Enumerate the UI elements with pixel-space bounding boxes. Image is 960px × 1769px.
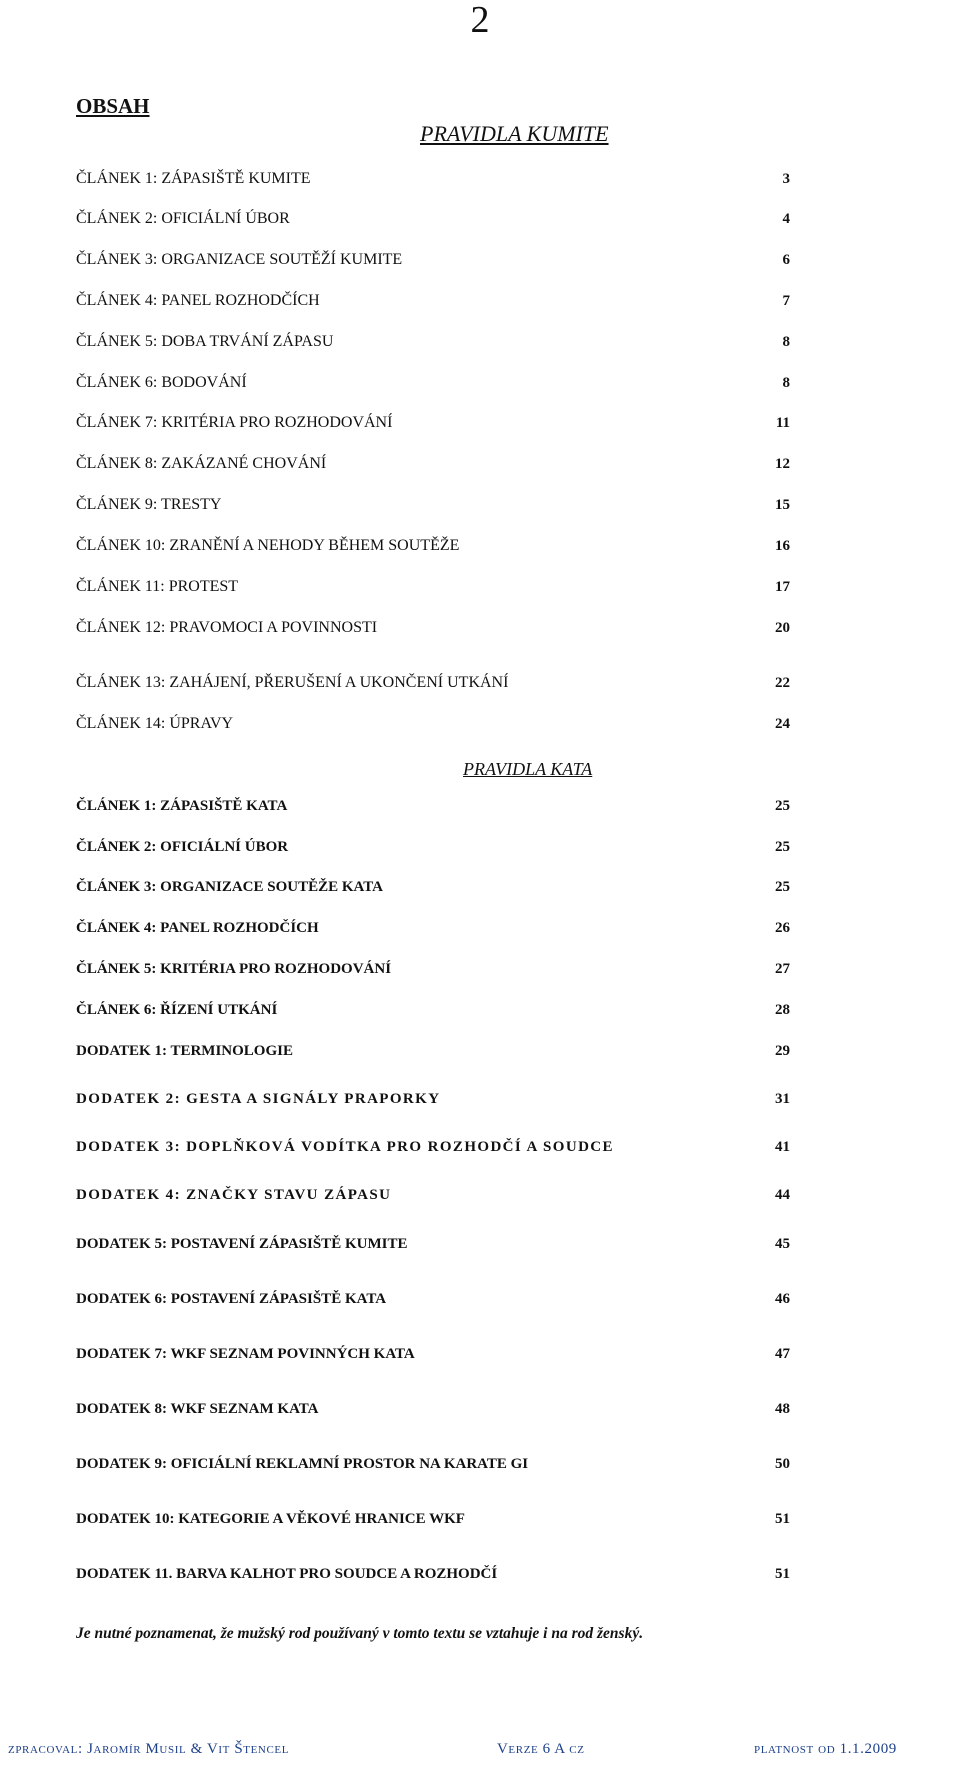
toc-entry[interactable] [76, 959, 790, 979]
toc-entry[interactable] [76, 577, 790, 597]
toc-entry-page: 44 [775, 1187, 790, 1203]
toc-entry-page: 15 [775, 497, 790, 513]
toc-entry[interactable] [76, 1509, 790, 1529]
toc-entry-label: ČLÁNEK 3: ORGANIZACE SOUTĚŽÍ KUMITE [76, 251, 403, 268]
toc-entry-page: 25 [775, 879, 790, 895]
toc-entry-page: 50 [775, 1456, 790, 1472]
toc-entry[interactable] [76, 373, 790, 393]
toc-entry-label: ČLÁNEK 10: ZRANĚNÍ A NEHODY BĚHEM SOUTĚŽE [76, 537, 460, 554]
toc-entry[interactable] [76, 454, 790, 474]
footer [0, 1741, 960, 1761]
toc-entry[interactable] [76, 1454, 790, 1474]
toc-entry-page: 27 [775, 961, 790, 977]
toc-entry-label: DODATEK 8: WKF SEZNAM KATA [76, 1401, 319, 1417]
toc-entry-page: 41 [775, 1139, 790, 1155]
toc-entry-label: DODATEK 3: DOPLŇKOVÁ VODÍTKA PRO ROZHODČÍ A SOUDCE [76, 1139, 614, 1155]
toc-entry[interactable] [76, 796, 790, 816]
toc-entry-page: 3 [782, 171, 790, 187]
toc-entry-label: ČLÁNEK 13: ZAHÁJENÍ, PŘERUŠENÍ A UKONČENÍ UTKÁNÍ [76, 674, 509, 691]
toc-entry-page: 8 [782, 334, 790, 350]
toc-entry-label: DODATEK 6: POSTAVENÍ ZÁPASIŠTĚ KATA [76, 1291, 387, 1307]
toc-entry[interactable] [76, 1089, 790, 1109]
toc-entry-label: ČLÁNEK 5: DOBA TRVÁNÍ ZÁPASU [76, 333, 334, 350]
toc-entry-label: ČLÁNEK 2: OFICIÁLNÍ ÚBOR [76, 210, 290, 227]
toc-entry-label: DODATEK 11. BARVA KALHOT PRO SOUDCE A ROZHODČÍ [76, 1566, 498, 1582]
toc-entry[interactable] [76, 169, 790, 189]
toc-entry-label: DODATEK 10: KATEGORIE A VĚKOVÉ HRANICE WKF [76, 1511, 465, 1527]
toc-entry[interactable] [76, 250, 790, 270]
toc-entry[interactable] [76, 1185, 790, 1205]
gender-note: Je nutné poznamenat, že mužský rod používaný v tomto textu se vztahuje i na rod ženský. [76, 1625, 644, 1642]
toc-entry-label: DODATEK 1: TERMINOLOGIE [76, 1043, 293, 1059]
toc-entry[interactable] [76, 1344, 790, 1364]
toc-entry[interactable] [76, 1137, 790, 1157]
toc-entry[interactable] [76, 209, 790, 229]
footer-validity: platnost od 1.1.2009 [754, 1741, 897, 1757]
toc-entry-page: 4 [782, 211, 790, 227]
toc-entry-label: ČLÁNEK 4: PANEL ROZHODČÍCH [76, 920, 319, 936]
toc-entry-label: ČLÁNEK 7: KRITÉRIA PRO ROZHODOVÁNÍ [76, 414, 393, 431]
toc-entry-page: 7 [782, 293, 790, 309]
toc-entry-page: 12 [775, 456, 790, 472]
toc-entry-page: 51 [775, 1511, 790, 1527]
toc-entry[interactable] [76, 618, 790, 638]
toc-entry-page: 31 [775, 1091, 790, 1107]
toc-entry[interactable] [76, 1289, 790, 1309]
toc-entry[interactable] [76, 413, 790, 433]
footer-author: zpracoval: Jaromír Musil & Vit Štencel [8, 1741, 290, 1757]
toc-entry-label: DODATEK 5: POSTAVENÍ ZÁPASIŠTĚ KUMITE [76, 1236, 408, 1252]
toc-entry-label: ČLÁNEK 6: BODOVÁNÍ [76, 374, 247, 391]
toc-entry-page: 29 [775, 1043, 790, 1059]
toc-entry-label: DODATEK 7: WKF SEZNAM POVINNÝCH KATA [76, 1346, 415, 1362]
toc-entry-label: DODATEK 4: ZNAČKY STAVU ZÁPASU [76, 1187, 392, 1203]
toc-entry[interactable] [76, 877, 790, 897]
kata-section-title: PRAVIDLA KATA [463, 759, 593, 779]
toc-entry[interactable] [76, 291, 790, 311]
kumite-section-title: PRAVIDLA KUMITE [420, 121, 609, 146]
page-number: 2 [470, 0, 490, 41]
toc-entry-page: 22 [775, 675, 790, 691]
toc-entry[interactable] [76, 495, 790, 515]
toc-entry-page: 47 [775, 1346, 790, 1362]
toc-entry-label: DODATEK 9: OFICIÁLNÍ REKLAMNÍ PROSTOR NA KARATE GI [76, 1456, 529, 1472]
toc-entry-page: 48 [775, 1401, 790, 1417]
toc-entry-label: ČLÁNEK 4: PANEL ROZHODČÍCH [76, 292, 320, 309]
toc-entry[interactable] [76, 332, 790, 352]
toc-entry[interactable] [76, 673, 790, 693]
toc-entry-label: ČLÁNEK 11: PROTEST [76, 578, 239, 595]
toc-entry[interactable] [76, 837, 790, 857]
toc-entry-label: ČLÁNEK 3: ORGANIZACE SOUTĚŽE KATA [76, 879, 383, 895]
toc-entry-page: 46 [775, 1291, 790, 1307]
toc-entry[interactable] [76, 1399, 790, 1419]
toc-entry-page: 51 [775, 1566, 790, 1582]
toc-entry-label: ČLÁNEK 2: OFICIÁLNÍ ÚBOR [76, 839, 289, 855]
toc-entry-label: DODATEK 2: GESTA A SIGNÁLY PRAPORKY [76, 1091, 441, 1107]
toc-entry-page: 20 [775, 620, 790, 636]
toc-entry-label: ČLÁNEK 6: ŘÍZENÍ UTKÁNÍ [76, 1002, 278, 1018]
toc-entry-label: ČLÁNEK 1: ZÁPASIŠTĚ KUMITE [76, 170, 311, 187]
toc-entry[interactable] [76, 714, 790, 734]
toc-entry-label: ČLÁNEK 1: ZÁPASIŠTĚ KATA [76, 798, 288, 814]
toc-entry-page: 17 [775, 579, 790, 595]
toc-entry-page: 16 [775, 538, 790, 554]
toc-entry-label: ČLÁNEK 12: PRAVOMOCI A POVINNOSTI [76, 619, 378, 636]
toc-entry-label: ČLÁNEK 5: KRITÉRIA PRO ROZHODOVÁNÍ [76, 961, 392, 977]
toc-entry[interactable] [76, 1564, 790, 1584]
contents-heading: OBSAH [76, 94, 150, 118]
footer-version: Verze 6 A cz [497, 1741, 585, 1757]
toc-entry-page: 28 [775, 1002, 790, 1018]
toc-entry-page: 25 [775, 798, 790, 814]
toc-entry-page: 24 [775, 716, 790, 732]
toc-entry-label: ČLÁNEK 14: ÚPRAVY [76, 715, 234, 732]
toc-entry-page: 6 [782, 252, 790, 268]
toc-entry[interactable] [76, 1234, 790, 1254]
toc-entry-page: 11 [775, 415, 790, 431]
toc-entry-label: ČLÁNEK 8: ZAKÁZANÉ CHOVÁNÍ [76, 455, 327, 472]
toc-entry-page: 26 [775, 920, 790, 936]
toc-entry[interactable] [76, 1000, 790, 1020]
toc-entry-page: 45 [775, 1236, 790, 1252]
toc-entry-page: 25 [775, 839, 790, 855]
toc-entry[interactable] [76, 918, 790, 938]
toc-entry[interactable] [76, 1041, 790, 1061]
toc-entry-page: 8 [782, 375, 790, 391]
toc-entry-label: ČLÁNEK 9: TRESTY [76, 496, 222, 513]
toc-entry[interactable] [76, 536, 790, 556]
